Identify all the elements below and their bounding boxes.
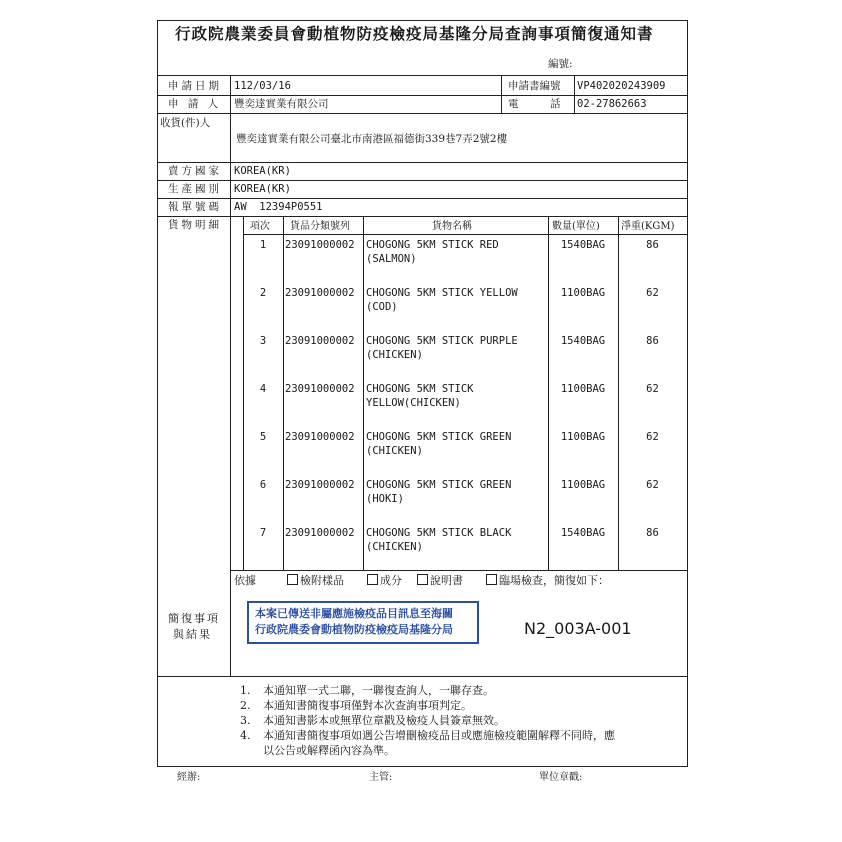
application-no-label: 申請書編號 — [508, 80, 561, 92]
apply-date-value: 112/03/16 — [234, 80, 291, 92]
row-qty: 1100BAG — [560, 479, 606, 491]
row-qty: 1100BAG — [560, 431, 606, 443]
sample-option: 檢附樣品 — [300, 574, 344, 587]
note-text: 本通知單一式二聯，一聯復查詢人，一聯存查。 — [263, 684, 494, 697]
goods-label: 貨物明細 — [168, 219, 222, 231]
note-text: 本通知書影本或無單位章戳及檢疫人員簽章無效。 — [263, 714, 505, 727]
basis-label: 依據 — [234, 574, 256, 587]
row-no: 4 — [259, 383, 267, 395]
row-name-line2: (CHICKEN) — [366, 445, 423, 457]
row-name-line1: CHOGONG 5KM STICK RED — [366, 239, 499, 251]
note-number: 2. — [240, 699, 251, 712]
row-code: 23091000002 — [285, 239, 355, 251]
apply-date-label: 申請日期 — [168, 80, 222, 92]
note-number: 3. — [240, 714, 251, 727]
stamp-line-2: 行政院農委會動植物防疫檢疫局基隆分局 — [255, 623, 453, 636]
table-header-name: 貨物名稱 — [432, 221, 472, 232]
declaration-value: AW 12394P0551 — [234, 201, 323, 213]
row-name-line1: CHOGONG 5KM STICK PURPLE — [366, 335, 518, 347]
row-no: 1 — [259, 239, 267, 251]
row-qty: 1100BAG — [560, 287, 606, 299]
reply-basis — [234, 574, 609, 587]
phone-value: 02-27862663 — [577, 98, 647, 110]
row-code: 23091000002 — [285, 335, 355, 347]
reply-label-1: 簡復事項 — [168, 612, 220, 625]
row-qty: 1540BAG — [560, 527, 606, 539]
stamp-line-1: 本案已傳送非屬應施檢疫品目訊息至海關 — [255, 607, 453, 620]
inspection-checkbox — [486, 574, 497, 585]
origin-value: KOREA(KR) — [234, 183, 291, 195]
row-name-line2: (HOKI) — [366, 493, 404, 505]
row-name-line1: CHOGONG 5KM STICK — [366, 383, 474, 395]
note-number: 1. — [240, 684, 251, 697]
applicant-value: 豐奕達實業有限公司 — [234, 98, 329, 110]
seller-country-label: 賣方國家 — [168, 165, 222, 177]
sample-checkbox — [287, 574, 298, 585]
table-header-code: 貨品分類號列 — [290, 221, 350, 232]
reply-label-2: 與結果 — [173, 628, 212, 641]
document-title: 行政院農業委員會動植物防疫檢疫局基隆分局查詢事項簡復通知書 — [175, 24, 654, 43]
row-weight: 86 — [646, 335, 659, 347]
ingredient-option: 成分 — [380, 574, 402, 587]
row-code: 23091000002 — [285, 479, 355, 491]
row-no: 7 — [259, 527, 267, 539]
row-weight: 62 — [646, 287, 659, 299]
table-header-no: 項次 — [250, 221, 270, 232]
quarantine-stamp — [247, 601, 479, 644]
serial-label: 編號: — [548, 58, 573, 70]
applicant-label: 申 請 人 — [168, 98, 222, 110]
row-weight: 86 — [646, 527, 659, 539]
row-no: 2 — [259, 287, 267, 299]
row-qty: 1540BAG — [560, 239, 606, 251]
note-text: 本通知書簡復事項僅對本次查詢事項判定。 — [263, 699, 472, 712]
row-name-line2: (SALMON) — [366, 253, 417, 265]
row-code: 23091000002 — [285, 527, 355, 539]
row-weight: 62 — [646, 383, 659, 395]
unit-stamp-label: 單位章戳: — [539, 772, 583, 783]
row-weight: 62 — [646, 431, 659, 443]
phone-label: 電 話 — [508, 98, 561, 110]
note-text: 本通知書簡復事項如遇公告增刪檢疫品目或應施檢疫範圍解釋不同時，應 — [263, 729, 615, 742]
note-text: 以公告或解釋函內容為準。 — [263, 744, 395, 757]
reply-code: N2_003A-001 — [524, 619, 632, 638]
declaration-label: 報單號碼 — [168, 201, 222, 213]
row-qty: 1540BAG — [560, 335, 606, 347]
seller-country-value: KOREA(KR) — [234, 165, 291, 177]
row-qty: 1100BAG — [560, 383, 606, 395]
consignee-value: 豐奕達實業有限公司臺北市南港區福德街339巷7弄2號2樓 — [236, 133, 508, 145]
row-no: 5 — [259, 431, 267, 443]
row-name-line1: CHOGONG 5KM STICK BLACK — [366, 527, 512, 539]
row-no: 3 — [259, 335, 267, 347]
inspection-option: 臨場檢查，簡復如下： — [499, 574, 609, 587]
manual-option: 說明書 — [430, 574, 463, 587]
consignee-label: 收貨(件)人 — [160, 117, 211, 129]
manual-checkbox — [417, 574, 428, 585]
row-name-line2: YELLOW(CHICKEN) — [366, 397, 461, 409]
row-code: 23091000002 — [285, 287, 355, 299]
ingredient-checkbox — [367, 574, 378, 585]
row-name-line1: CHOGONG 5KM STICK GREEN — [366, 431, 512, 443]
row-weight: 62 — [646, 479, 659, 491]
row-name-line1: CHOGONG 5KM STICK GREEN — [366, 479, 512, 491]
row-name-line1: CHOGONG 5KM STICK YELLOW — [366, 287, 518, 299]
supervisor-label: 主管: — [369, 772, 393, 783]
origin-label: 生產國別 — [168, 183, 222, 195]
table-header-weight: 淨重(KGM) — [621, 221, 675, 232]
row-code: 23091000002 — [285, 431, 355, 443]
row-name-line2: (CHICKEN) — [366, 541, 423, 553]
row-weight: 86 — [646, 239, 659, 251]
row-name-line2: (CHICKEN) — [366, 349, 423, 361]
row-code: 23091000002 — [285, 383, 355, 395]
table-header-qty: 數量(單位) — [552, 221, 600, 232]
application-no-value: VP402020243909 — [577, 80, 666, 92]
row-no: 6 — [259, 479, 267, 491]
row-name-line2: (COD) — [366, 301, 398, 313]
note-number: 4. — [240, 729, 251, 742]
handler-label: 經辦: — [177, 772, 201, 783]
